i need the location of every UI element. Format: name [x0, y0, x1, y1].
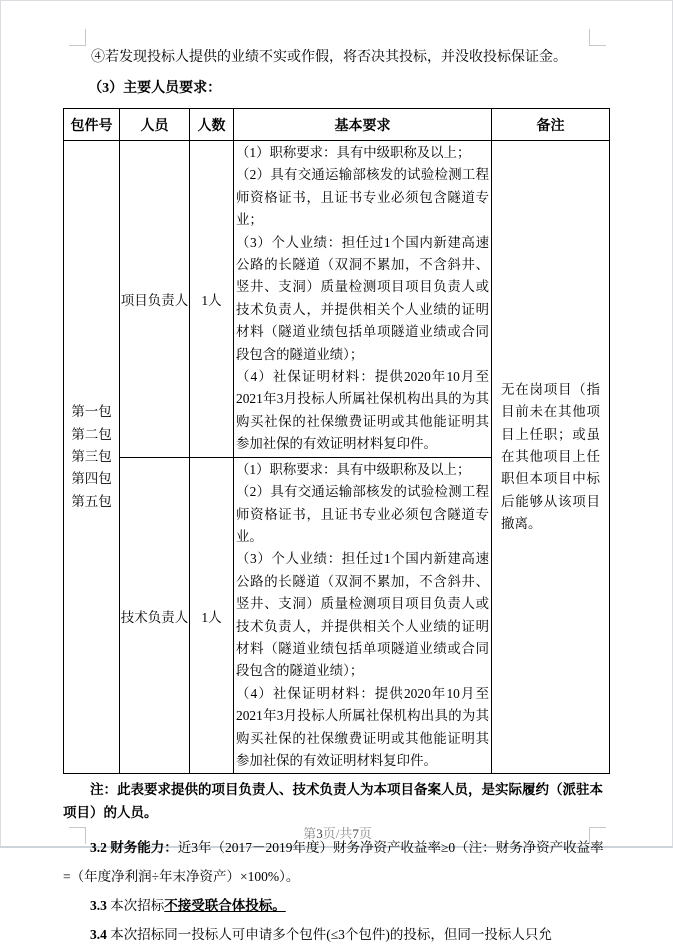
req-item: （3）个人业绩：担任过1个国内新建高速公路的长隧道（双洞不累加，不含斜井、竖井、支洞）质量检测项目项目负责人或技术负责人，并提供相关个人业绩的证明材料（隧道业绩包括单项隧道业绩或合同段包含的隧道业绩）；: [236, 234, 489, 362]
table-footnote: 注：此表要求提供的项目负责人、技术负责人为本项目备案人员，是实际履约（派驻本项目）的人员。: [63, 782, 603, 821]
section-3-2-text: 近3年（2017－2019年度）财务净资产收益率≥0（注：财务净资产收益率=（年度净利润÷年末净资产）×100%）。: [63, 840, 604, 885]
requirements-project-manager: [234, 141, 492, 458]
section-3-3: [63, 892, 609, 920]
package-4: 第四包: [71, 471, 112, 487]
footer-label: 页: [358, 826, 372, 841]
margin-mark-top-left: [69, 29, 86, 46]
page-content: [63, 47, 609, 949]
req-item: （1）职称要求：具有中级职称及以上；: [236, 145, 471, 160]
page-footer: [1, 824, 673, 844]
header-package: 包件号: [64, 109, 120, 141]
remark-text: 无在岗项目（指目前未在其他项目上任职；或虽在其他项目上任职但本项目中标后能够从该项目撤离。: [501, 381, 600, 532]
section-3-3-prefix: 本次招标: [106, 898, 165, 914]
package-5: 第五包: [71, 493, 112, 509]
count-project-manager: 1人: [190, 141, 234, 458]
count-technical-manager: 1人: [190, 457, 234, 774]
req-item: （2）具有交通运输部核发的试验检测工程师资格证书，且证书专业必须包含隧道专业。: [236, 484, 489, 544]
paragraph-bid-rejection: ④若发现投标人提供的业绩不实或作假，将否决其投标，并没收投标保证金。: [91, 50, 567, 65]
role-project-manager: 项目负责人: [120, 141, 190, 458]
heading-key-personnel: （3）主要人员要求：: [88, 81, 222, 96]
footer-total-pages: 7: [352, 826, 359, 841]
role-technical-manager: 技术负责人: [120, 457, 190, 774]
margin-mark-top-right: [589, 29, 606, 46]
section-3-4: [63, 921, 609, 949]
section-3-4-number: 3.4: [90, 927, 107, 943]
package-3: 第三包: [71, 448, 112, 464]
section-3-3-number: 3.3: [90, 898, 107, 914]
req-item: （4）社保证明材料：提供2020年10月至2021年3月投标人所属社保机构出具的为其购买社保的社保缴费证明或其他能证明其参加社保的有效证明材料复印件。: [236, 369, 489, 452]
remark-cell: [492, 141, 610, 774]
package-1: 第一包: [71, 404, 112, 420]
header-requirements: 基本要求: [234, 109, 492, 141]
requirements-technical-manager: [234, 457, 492, 774]
footer-label: 第: [303, 826, 317, 841]
header-person: 人员: [120, 109, 190, 141]
req-item: （2）具有交通运输部核发的试验检测工程师资格证书，且证书专业必须包含隧道专业；: [236, 167, 489, 228]
package-2: 第二包: [71, 426, 112, 442]
req-item: （3）个人业绩：担任过1个国内新建高速公路的长隧道（双洞不累加，不含斜井、竖井、支洞）质量检测项目项目负责人或技术负责人，并提供相关个人业绩的证明材料（隧道业绩包括单项隧道业绩或合同段包含的隧道业绩）；: [236, 551, 489, 679]
section-3-2-label: 3.2 财务能力：: [90, 840, 178, 856]
footer-label: 页/共: [322, 826, 353, 841]
header-remark: 备注: [492, 109, 610, 141]
table-row-project-manager: [64, 141, 610, 458]
section-3-3-emphasis: 不接受联合体投标。: [164, 898, 286, 914]
footer-page-number: 3: [316, 826, 323, 841]
personnel-requirements-table: [63, 108, 610, 774]
header-count: 人数: [190, 109, 234, 141]
req-item: （4）社保证明材料：提供2020年10月至2021年3月投标人所属社保机构出具的为其购买社保的社保缴费证明或其他能证明其参加社保的有效证明材料复印件。: [236, 685, 489, 768]
table-header-row: [64, 109, 610, 141]
req-item: （1）职称要求：具有中级职称及以上；: [236, 461, 471, 477]
section-3-4-text: 本次招标同一投标人可申请多个包件(≤3个包件)的投标，但同一投标人只允: [106, 927, 552, 943]
package-numbers-cell: [64, 141, 120, 774]
